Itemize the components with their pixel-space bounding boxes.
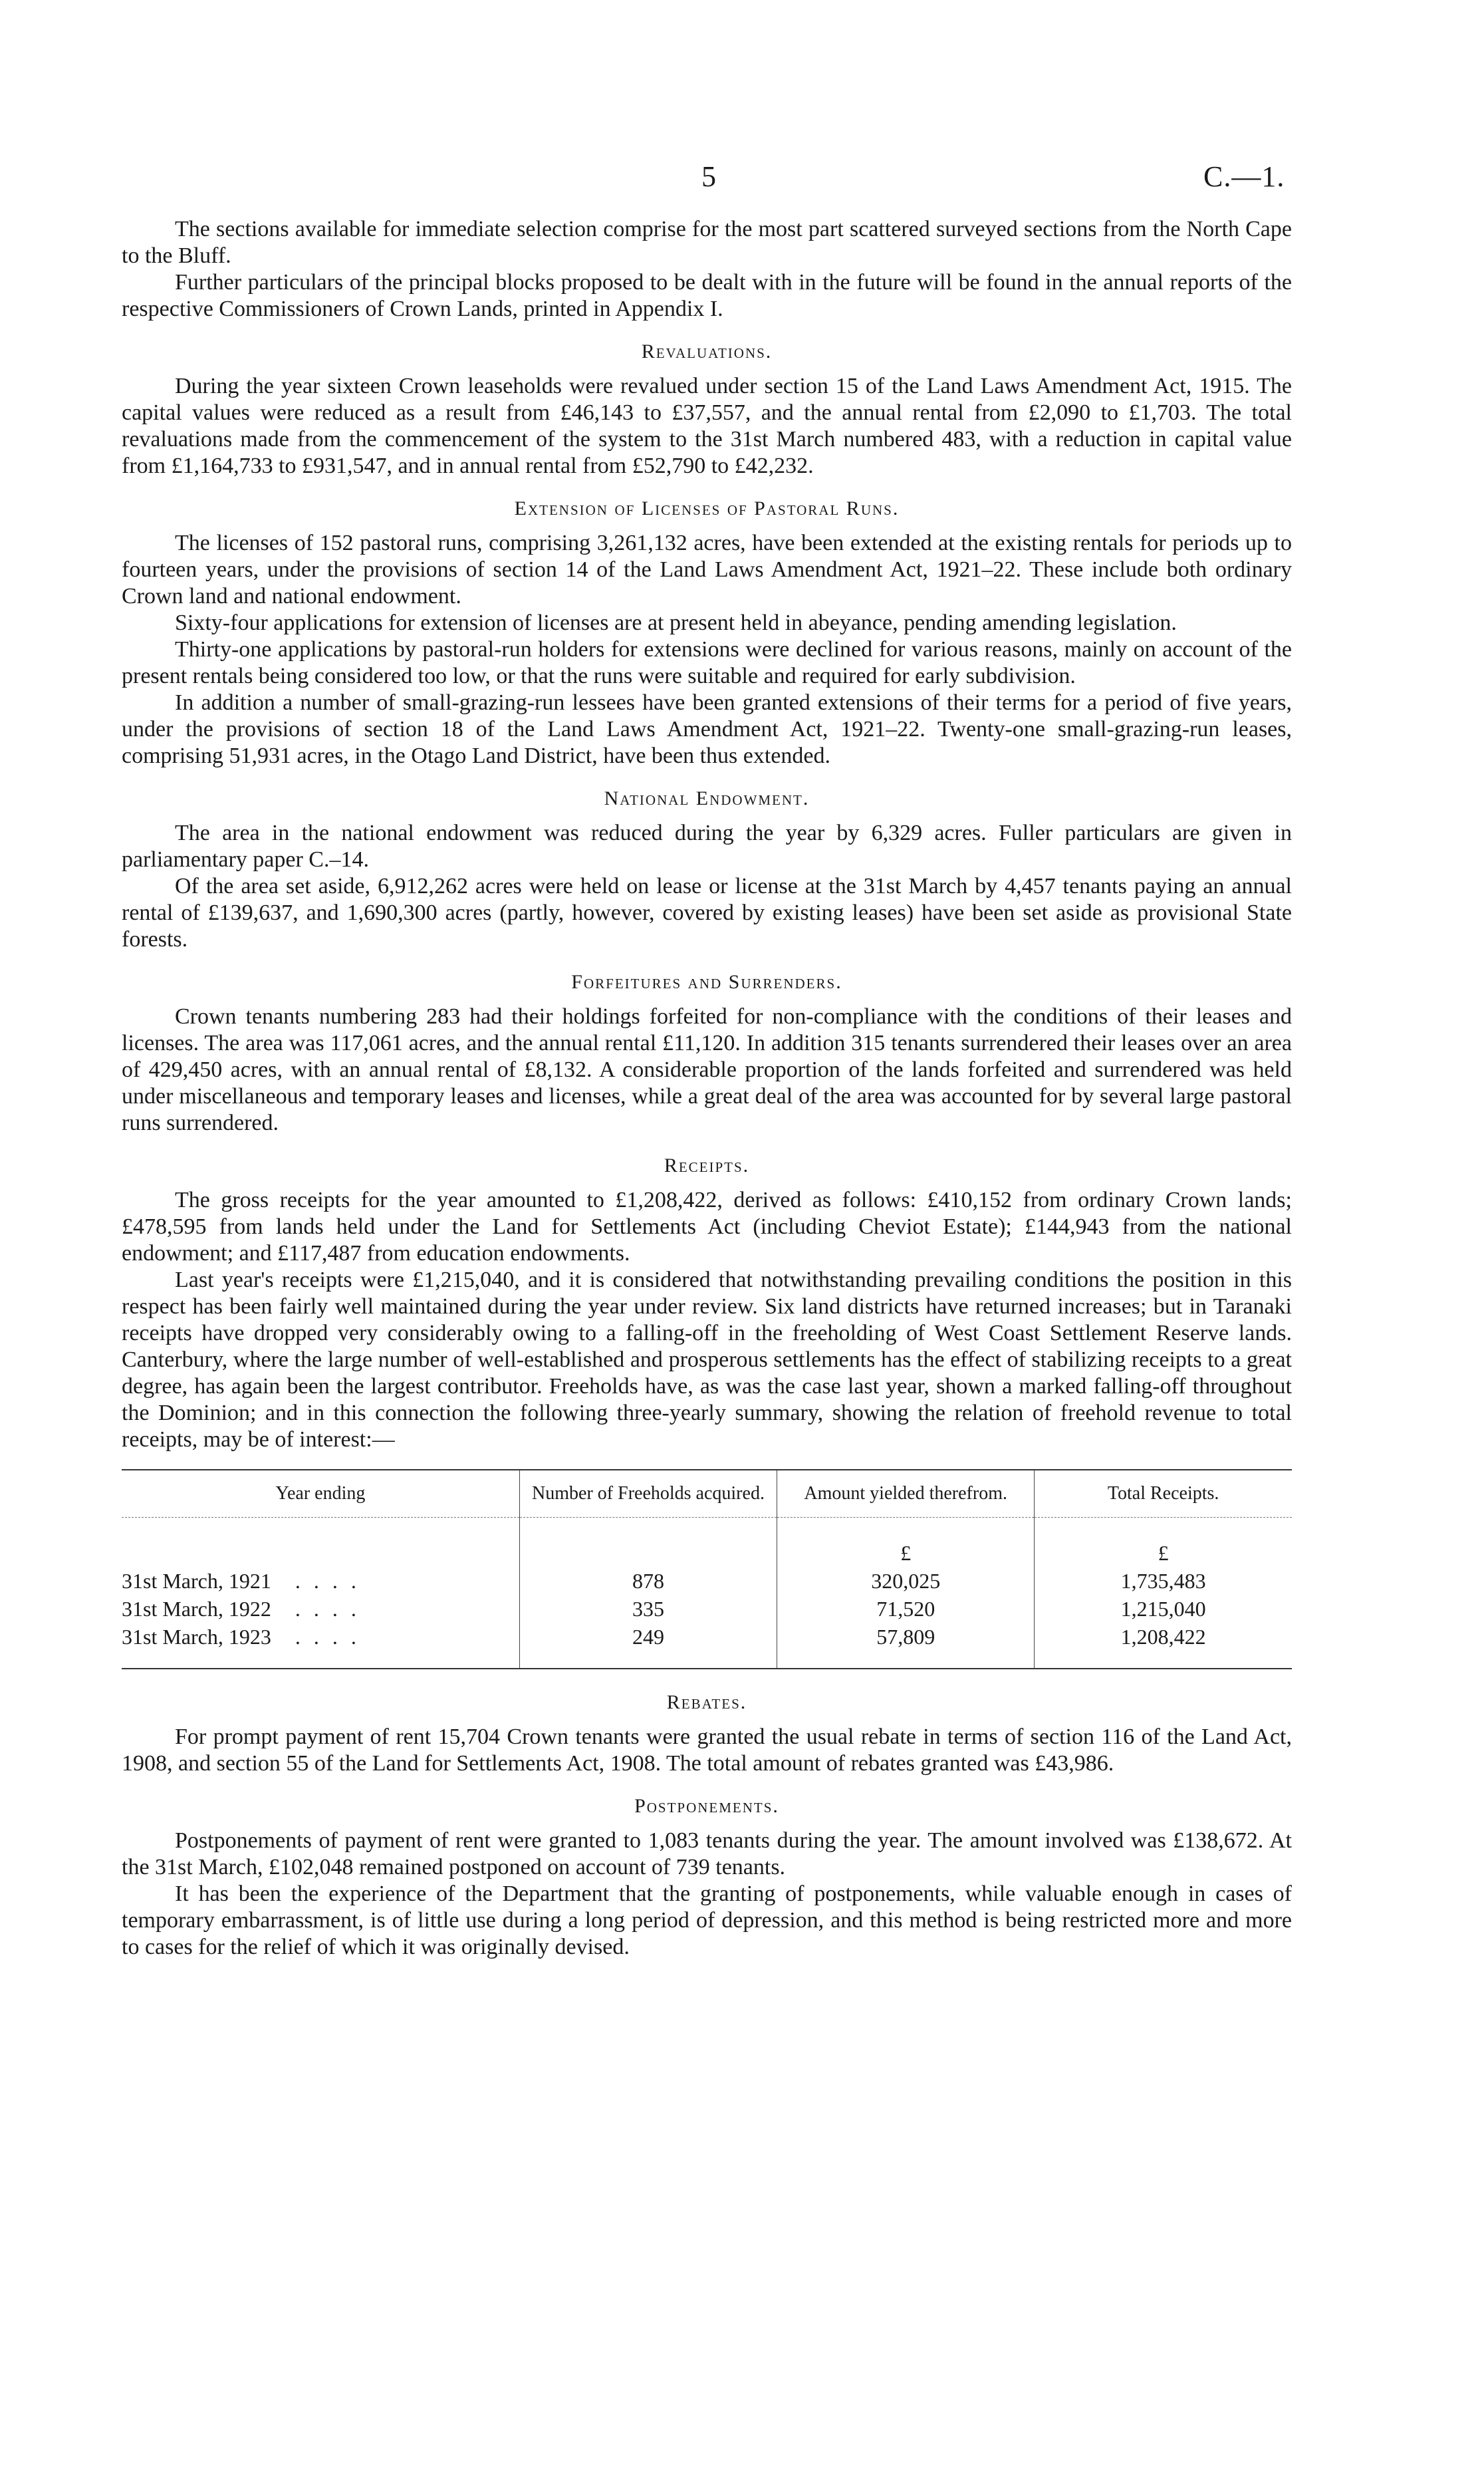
rebates-heading: Rebates.	[666, 1691, 747, 1713]
table-row	[122, 1623, 1292, 1669]
total-cell: 1,208,422	[1035, 1623, 1292, 1669]
year-cell: 31st March, 1921	[122, 1569, 271, 1593]
unit-cell	[122, 1518, 519, 1568]
dot-leader: . . . .	[295, 1597, 360, 1621]
dot-leader: . . . .	[295, 1569, 360, 1593]
freehold-summary-table	[122, 1469, 1292, 1669]
forfeitures-paragraph-1: Crown tenants numbering 283 had their holdings forfeited for non-compliance with the conditions of their leases and licenses. The area was 117,061 acres, and the annual rental £11,120. In addition 315 tenants surrendered their leases over an area of 429,450 acres, with an annual rental of £8,132. A considerable proportion of the lands forfeited and surrendered was held under miscellaneous and temporary leases and licenses, while a great deal of the area was accounted for by several large pastoral runs surrendered.	[122, 1004, 1292, 1135]
unit-cell: £	[1035, 1518, 1292, 1568]
amount-cell: 320,025	[777, 1567, 1035, 1595]
intro-paragraph-1: The sections available for immediate selection comprise for the most part scattered surveyed sections from the North Cape to the Bluff.	[122, 217, 1292, 268]
postponements-paragraph-2: It has been the experience of the Department that the granting of postponements, while valuable enough in cases of temporary embarrassment, is of little use during a long period of depression, and this method is being restricted more and more to cases for the relief of which it was originally devised.	[122, 1881, 1292, 1959]
forfeitures-heading: Forfeitures and Surrenders.	[571, 971, 842, 993]
freeholds-cell: 249	[519, 1623, 777, 1669]
table-row	[122, 1595, 1292, 1623]
receipts-heading: Receipts.	[664, 1155, 750, 1176]
year-ending-header: Year ending	[122, 1470, 519, 1518]
total-cell: 1,735,483	[1035, 1567, 1292, 1595]
extension-paragraph-4: In addition a number of small-grazing-run lessees have been granted extensions of their terms for a period of five years, under the provisions of section 18 of the Land Laws Amendment Act, 1921–22. Twenty-one small-grazing-run leases, comprising 51,931 acres, in the Otago Land District, have been thus extended.	[122, 690, 1292, 768]
postponements-heading: Postponements.	[634, 1795, 779, 1817]
national-endowment-paragraph-1: The area in the national endowment was reduced during the year by 6,329 acres. Fuller particulars are given in parliamentary paper C.–14.	[122, 821, 1292, 872]
table-header-row	[122, 1470, 1292, 1518]
rebates-section	[122, 1689, 1292, 1777]
extension-heading: Extension of Licenses of Pastoral Runs.	[514, 497, 900, 519]
unit-cell: £	[777, 1518, 1035, 1568]
page-header	[0, 160, 1484, 200]
receipts-section	[122, 1153, 1292, 1669]
extension-section	[122, 495, 1292, 769]
freeholds-cell: 335	[519, 1595, 777, 1623]
amount-cell: 71,520	[777, 1595, 1035, 1623]
amount-header: Amount yielded therefrom.	[777, 1470, 1035, 1518]
unit-row	[122, 1518, 1292, 1568]
intro-paragraph-2: Further particulars of the principal blocks proposed to be dealt with in the future will be found in the annual reports of the respective Commissioners of Crown Lands, printed in Appendix I.	[122, 270, 1292, 321]
document-reference: C.—1.	[1203, 160, 1285, 193]
forfeitures-section	[122, 969, 1292, 1137]
unit-cell	[519, 1518, 777, 1568]
extension-paragraph-1: The licenses of 152 pastoral runs, comprising 3,261,132 acres, have been extended at the existing rentals for periods up to fourteen years, under the provisions of section 14 of the Land Laws Amendment Act, 1921–22. These include both ordinary Crown land and national endowment.	[122, 531, 1292, 609]
revaluations-paragraph-1: During the year sixteen Crown leaseholds were revalued under section 15 of the Land Laws Amendment Act, 1915. The capital values were reduced as a result from £46,143 to £37,557, and the annual rental from £2,090 to £1,703. The total revaluations made from the commencement of the system to the 31st March numbered 483, with a reduction in capital value from £1,164,733 to £931,547, and in annual rental from £52,790 to £42,232.	[122, 374, 1292, 478]
freeholds-cell: 878	[519, 1567, 777, 1595]
total-receipts-header: Total Receipts.	[1035, 1470, 1292, 1518]
postponements-section	[122, 1793, 1292, 1961]
freeholds-header: Number of Freeholds acquired.	[519, 1470, 777, 1518]
national-endowment-heading: National Endowment.	[604, 787, 810, 809]
table-row	[122, 1567, 1292, 1595]
page-body	[122, 216, 1292, 1961]
year-cell: 31st March, 1923	[122, 1625, 271, 1649]
national-endowment-paragraph-2: Of the area set aside, 6,912,262 acres were held on lease or license at the 31st March by 4,457 tenants paying an annual rental of £139,637, and 1,690,300 acres (partly, however, covered by existing leases) have been set aside as provisional State forests.	[122, 874, 1292, 952]
total-cell: 1,215,040	[1035, 1595, 1292, 1623]
revaluations-section	[122, 339, 1292, 480]
receipts-paragraph-2: Last year's receipts were £1,215,040, and it is considered that notwithstanding prevailing conditions the position in this respect has been fairly well maintained during the year under review. Six land districts have returned increases; but in Taranaki receipts have dropped very considerably owing to a falling-off in the freeholding of West Coast Settlement Reserve lands. Canterbury, where the large number of well-established and prosperous settlements has the effect of stabilizing receipts to a great degree, has again been the largest contributor. Freeholds have, as was the case last year, shown a marked falling-off throughout the Dominion; and in this connection the following three-yearly summary, showing the relation of freehold revenue to total receipts, may be of interest:—	[122, 1268, 1292, 1452]
amount-cell: 57,809	[777, 1623, 1035, 1669]
intro-section	[122, 216, 1292, 323]
dot-leader: . . . .	[295, 1625, 360, 1649]
revaluations-heading: Revaluations.	[641, 341, 773, 362]
postponements-paragraph-1: Postponements of payment of rent were granted to 1,083 tenants during the year. The amount involved was £138,672. At the 31st March, £102,048 remained postponed on account of 739 tenants.	[122, 1828, 1292, 1879]
extension-paragraph-3: Thirty-one applications by pastoral-run holders for extensions were declined for various reasons, mainly on account of the present rentals being considered too low, or that the runs were suitable and required for early subdivision.	[122, 637, 1292, 688]
year-cell: 31st March, 1922	[122, 1597, 271, 1621]
national-endowment-section	[122, 785, 1292, 953]
page-number: 5	[701, 160, 716, 193]
extension-paragraph-2: Sixty-four applications for extension of licenses are at present held in abeyance, pending amending legislation.	[175, 611, 1177, 635]
rebates-paragraph-1: For prompt payment of rent 15,704 Crown tenants were granted the usual rebate in terms of section 116 of the Land Act, 1908, and section 55 of the Land for Settlements Act, 1908. The total amount of rebates granted was £43,986.	[122, 1724, 1292, 1776]
receipts-paragraph-1: The gross receipts for the year amounted to £1,208,422, derived as follows: £410,152 from ordinary Crown lands; £478,595 from lands held under the Land for Settlements Act (including Cheviot Estate); £144,943 from the national endowment; and £117,487 from education endowments.	[122, 1188, 1292, 1266]
